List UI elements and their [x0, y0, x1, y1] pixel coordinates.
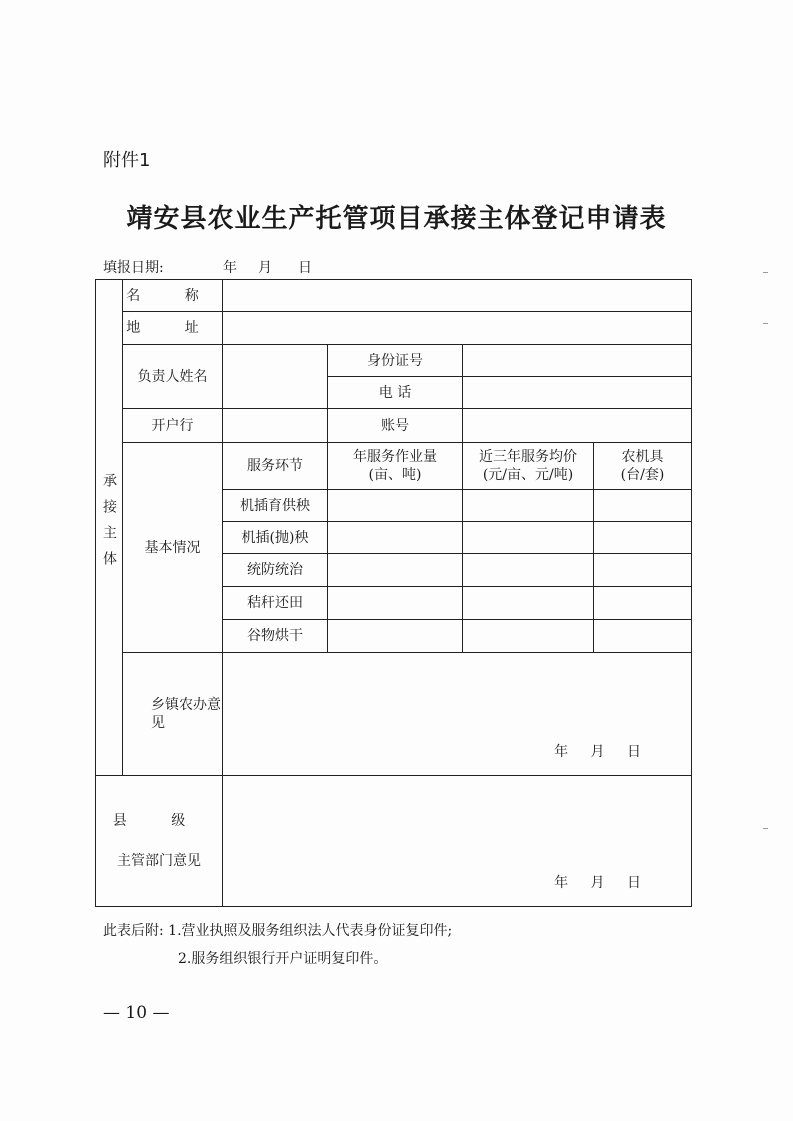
- service-link-header: 服务环节: [223, 443, 328, 490]
- scan-mark: [763, 828, 768, 829]
- leader-label: 负责人姓名: [123, 345, 223, 409]
- volume-header-title: 年服务作业量: [353, 449, 437, 465]
- registration-table: [95, 279, 692, 907]
- fill-date-row: [103, 257, 312, 277]
- price-header-unit: (元/亩、元/吨): [482, 467, 574, 483]
- id-field[interactable]: [463, 345, 692, 377]
- scan-mark: [763, 272, 768, 273]
- phone-field[interactable]: [463, 377, 692, 409]
- county-opinion-label: [96, 776, 223, 907]
- id-label: 身份证号: [328, 345, 463, 377]
- account-field[interactable]: [463, 409, 692, 443]
- county-opinion-date: 年 月 日: [554, 875, 641, 891]
- account-label: 账号: [328, 409, 463, 443]
- basic-label: 基本情况: [123, 443, 223, 653]
- note-item-2: 2.服务组织银行开户证明复印件。: [178, 951, 388, 967]
- address-field[interactable]: [223, 312, 692, 345]
- section-label: 承接主体: [101, 473, 117, 577]
- machines-header-unit: (台/套): [620, 467, 665, 483]
- phone-label: 电 话: [328, 377, 463, 409]
- service-row-label: 机插(抛)秧: [223, 522, 328, 554]
- machines-header: [594, 443, 692, 490]
- service-cell[interactable]: [594, 554, 692, 587]
- notes: [103, 917, 452, 973]
- note-item-1: 1.营业执照及服务组织法人代表身份证复印件;: [168, 923, 453, 939]
- fill-date-year: 年: [223, 260, 237, 276]
- service-row-label: 统防统治: [223, 554, 328, 587]
- service-cell[interactable]: [328, 490, 463, 522]
- price-header-title: 近三年服务均价: [479, 449, 577, 465]
- page-number: — 10 —: [103, 1003, 170, 1023]
- service-cell[interactable]: [594, 522, 692, 554]
- service-cell[interactable]: [594, 620, 692, 653]
- fill-date-day: 日: [298, 260, 312, 276]
- leader-field[interactable]: [223, 345, 328, 409]
- service-cell[interactable]: [463, 490, 594, 522]
- scan-mark: [763, 323, 768, 324]
- service-row-label: 谷物烘干: [223, 620, 328, 653]
- volume-header: [328, 443, 463, 490]
- section-label-cell: [96, 280, 123, 776]
- service-cell[interactable]: [463, 554, 594, 587]
- page-title: 靖安县农业生产托管项目承接主体登记申请表: [126, 204, 667, 234]
- township-opinion-date: 年 月 日: [554, 744, 641, 760]
- price-header: [463, 443, 594, 490]
- service-cell[interactable]: [463, 620, 594, 653]
- county-department-label: 主管部门意见: [117, 853, 201, 869]
- name-field[interactable]: [223, 280, 692, 312]
- township-opinion-field[interactable]: [223, 653, 692, 776]
- address-label: 地 址: [123, 312, 223, 345]
- county-level-label: 县 级: [112, 813, 206, 829]
- service-cell[interactable]: [594, 490, 692, 522]
- service-cell[interactable]: [463, 522, 594, 554]
- service-cell[interactable]: [328, 620, 463, 653]
- county-opinion-field[interactable]: [223, 776, 692, 907]
- service-cell[interactable]: [328, 554, 463, 587]
- bank-label: 开户行: [123, 409, 223, 443]
- fill-date-month: 月: [258, 260, 272, 276]
- bank-field[interactable]: [223, 409, 328, 443]
- township-opinion-label: 乡镇农办意见: [123, 653, 223, 776]
- note-1: [103, 917, 452, 945]
- service-cell[interactable]: [463, 587, 594, 620]
- service-row-label: 秸秆还田: [223, 587, 328, 620]
- name-label: 名 称: [123, 280, 223, 312]
- fill-date-label: 填报日期:: [103, 260, 164, 276]
- volume-header-unit: (亩、吨): [368, 467, 422, 483]
- service-cell[interactable]: [594, 587, 692, 620]
- service-row-label: 机插育供秧: [223, 490, 328, 522]
- attachment-label: 附件1: [103, 150, 151, 171]
- note-prefix: 此表后附:: [103, 923, 164, 939]
- service-cell[interactable]: [328, 522, 463, 554]
- machines-header-title: 农机具: [621, 449, 664, 465]
- service-cell[interactable]: [328, 587, 463, 620]
